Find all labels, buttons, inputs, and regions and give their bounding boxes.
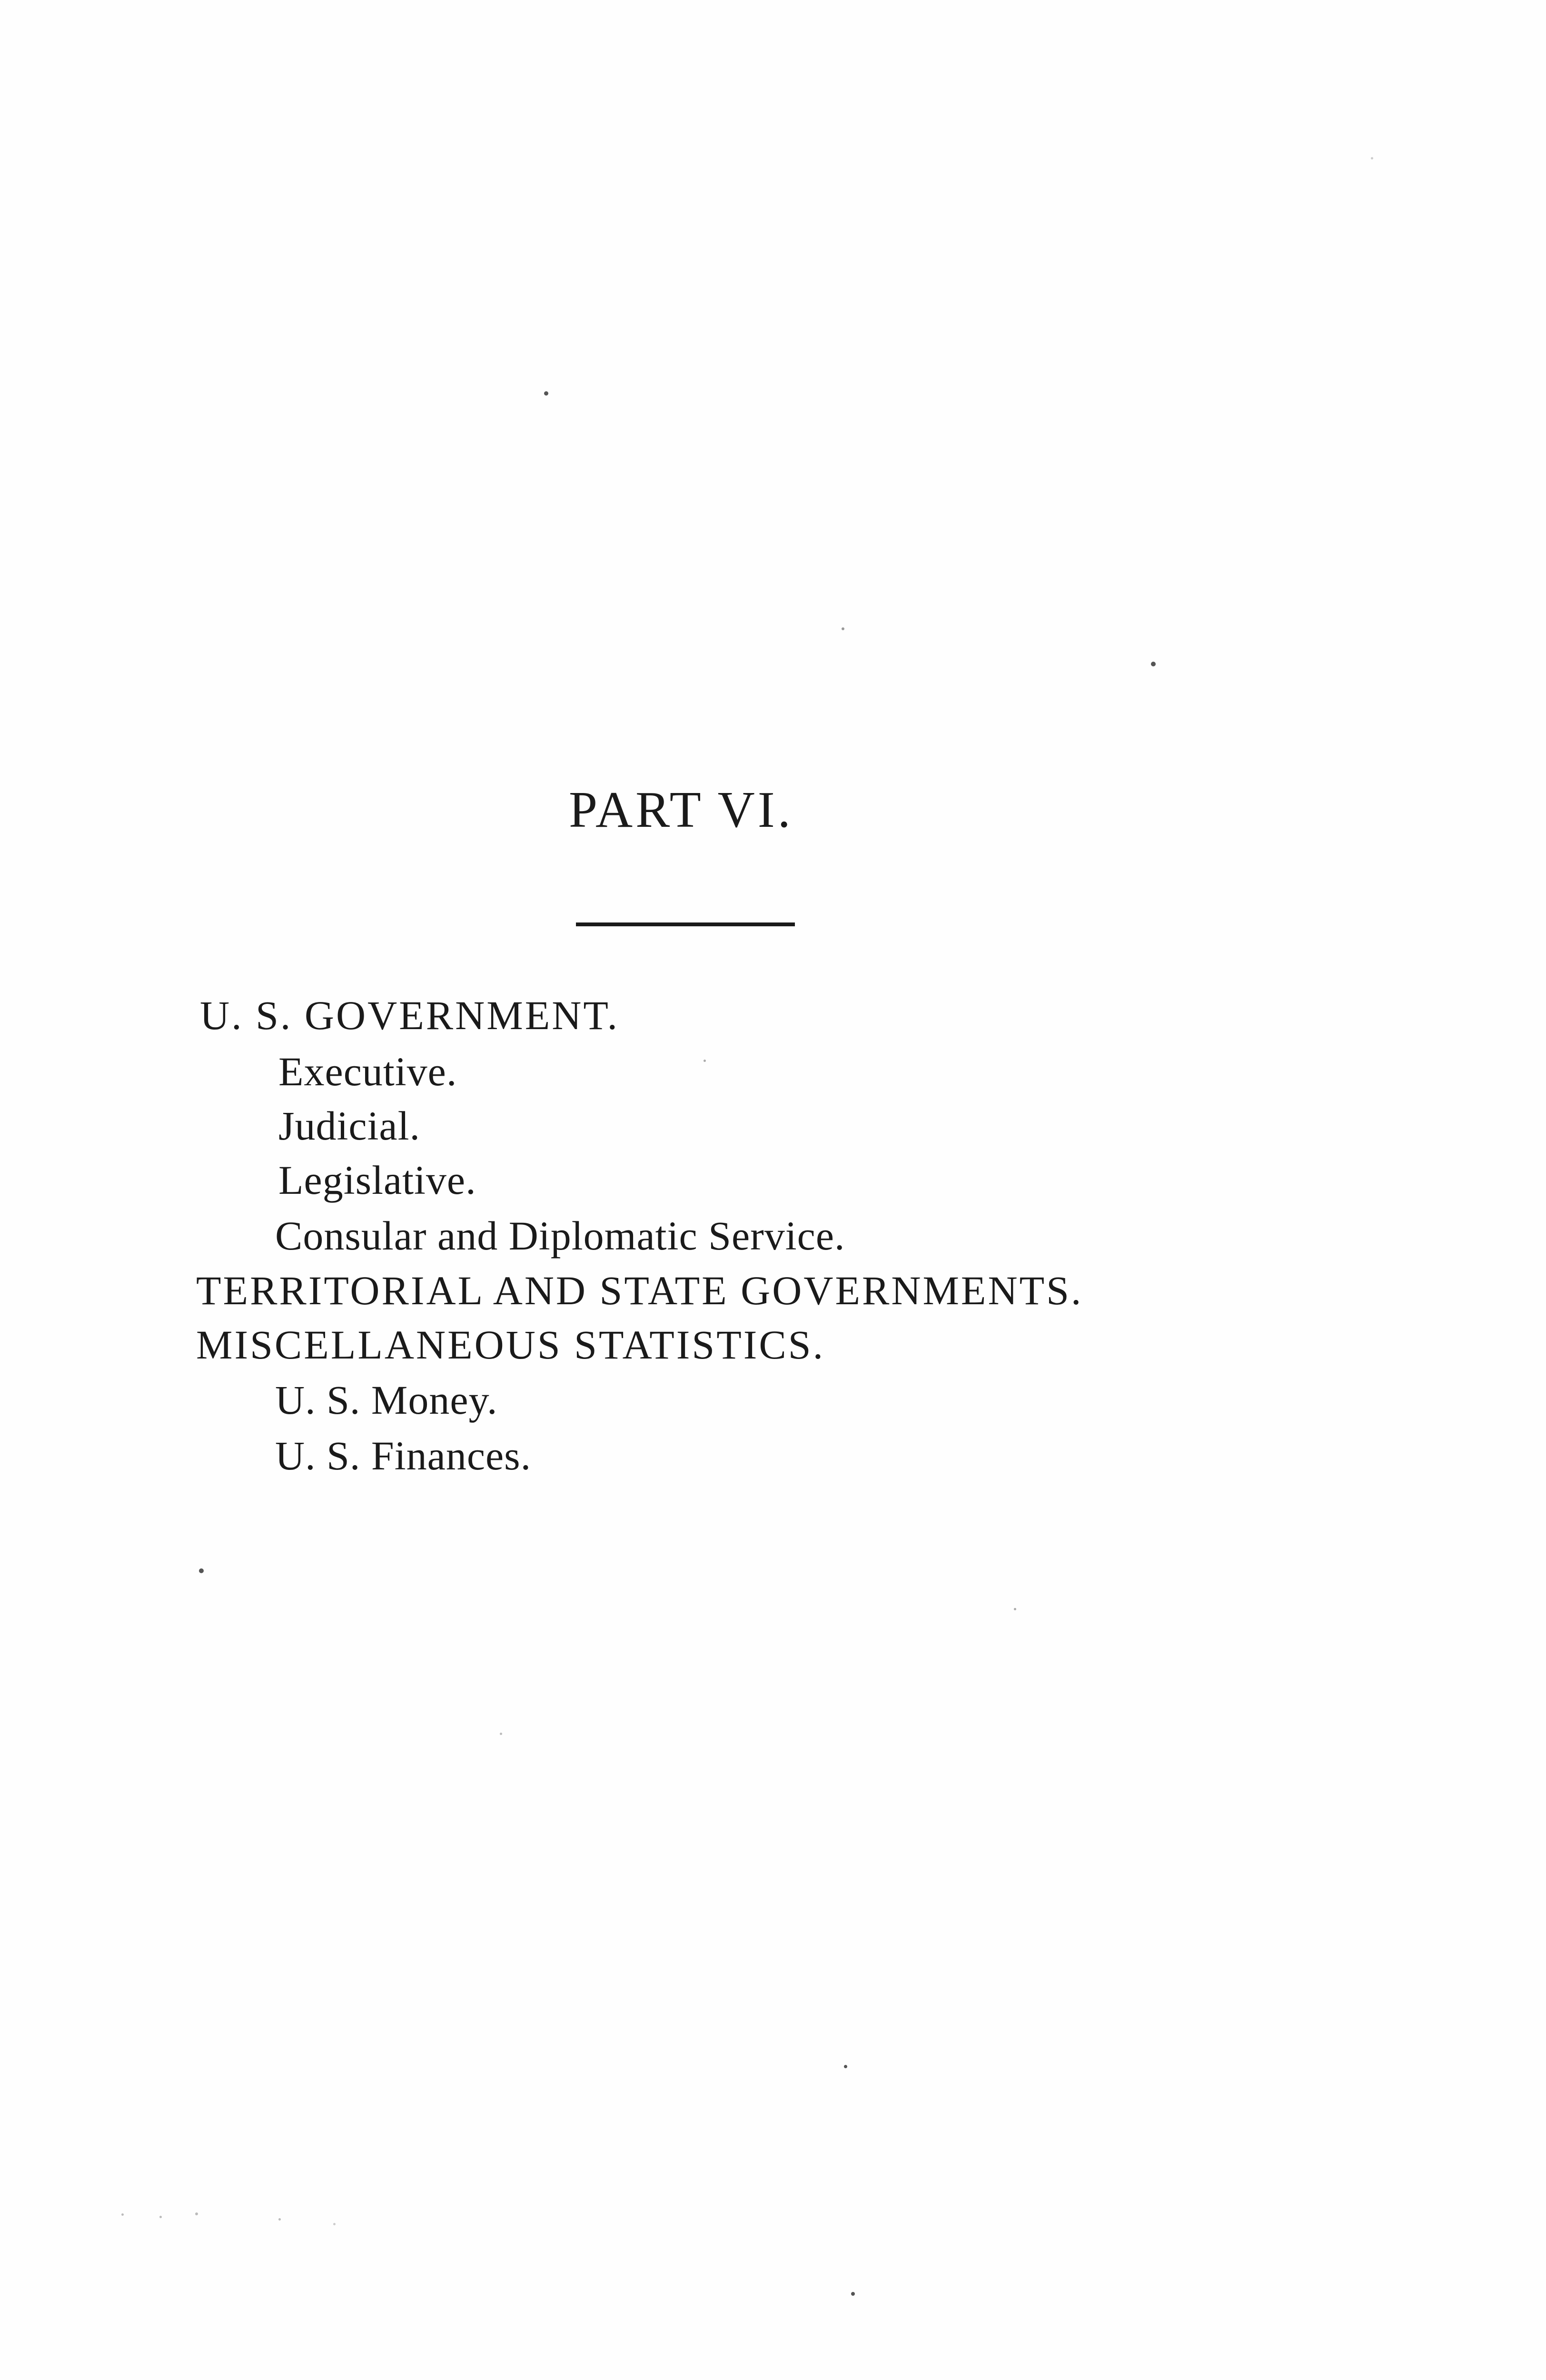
scan-speck [842, 627, 844, 630]
contents-entry-us-government: U. S. GOVERNMENT. [200, 992, 620, 1038]
scan-speck [704, 1060, 706, 1062]
part-heading: PART VI. [569, 782, 793, 838]
scan-speck [199, 1568, 204, 1573]
scan-speck [844, 2065, 847, 2068]
contents-entry-executive: Executive. [278, 1049, 457, 1094]
contents-entry-miscellaneous-statistics: MISCELLANEOUS STATISTICS. [196, 1322, 825, 1368]
contents-entry-judicial: Judicial. [278, 1103, 420, 1149]
scan-speck [851, 2292, 855, 2296]
scan-speck [121, 2213, 124, 2216]
scan-speck [500, 1733, 502, 1735]
contents-entry-us-money: U. S. Money. [275, 1377, 498, 1423]
scan-speck [1371, 157, 1373, 159]
scan-speck [195, 2212, 198, 2215]
contents-entry-consular-diplomatic: Consular and Diplomatic Service. [275, 1213, 845, 1259]
heading-rule [576, 922, 795, 926]
contents-entry-territorial-state: TERRITORIAL AND STATE GOVERNMENTS. [196, 1268, 1083, 1313]
scan-speck [544, 391, 548, 396]
scan-speck [333, 2223, 336, 2225]
contents-entry-us-finances: U. S. Finances. [275, 1433, 532, 1478]
scan-speck [159, 2216, 162, 2218]
scan-speck [1014, 1608, 1016, 1610]
scan-speck [278, 2218, 281, 2221]
contents-entry-legislative: Legislative. [278, 1157, 476, 1203]
scan-speck [1151, 662, 1156, 666]
